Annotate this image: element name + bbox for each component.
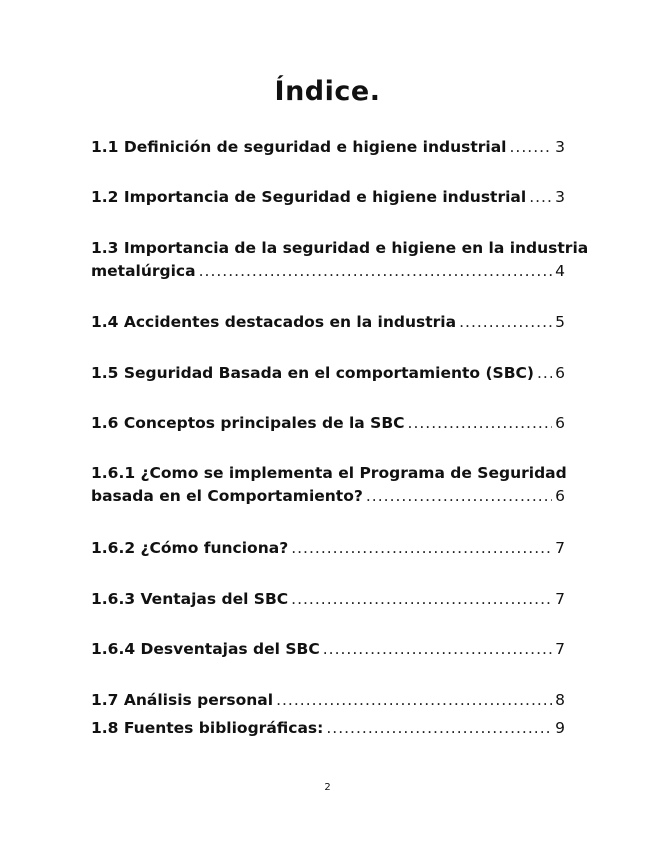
dot-leader [291,588,552,611]
toc-entry-label: 1.6.2 ¿Cómo funciona? [91,539,289,557]
dot-leader [366,485,552,508]
toc-entry-page: 7 [555,640,565,658]
toc-entry-page: 9 [555,719,565,737]
toc-entry-label-continued: metalúrgica [91,262,196,280]
toc-entry-label: 1.1 Definición de seguridad e higiene industrial [91,138,507,156]
toc-entry-page: 6 [555,487,565,505]
page-number: 2 [324,782,331,793]
dot-leader [510,136,553,159]
dot-leader [276,689,552,712]
toc-entry-label: 1.6.4 Desventajas del SBC [91,640,320,658]
toc-entry-label: 1.6.3 Ventajas del SBC [91,590,289,608]
toc-entry-page: 6 [555,414,565,432]
page-title: Índice. [274,76,381,107]
toc-entry-1-6-1[interactable] [91,462,565,508]
toc-entry-1-7[interactable] [91,689,565,712]
toc-entry-label: 1.2 Importancia de Seguridad e higiene industrial [91,188,527,206]
toc-entry-1-5[interactable] [91,362,565,385]
toc-entry-label: 1.3 Importancia de la seguridad e higiene en la industria [91,239,589,257]
toc-entry-1-6-3[interactable] [91,588,565,611]
toc-entry-label: 1.7 Análisis personal [91,691,274,709]
toc-entry-1-6[interactable] [91,412,565,435]
toc-entry-page: 8 [555,691,565,709]
toc-entry-1-8[interactable] [91,717,565,740]
toc-entry-1-4[interactable] [91,311,565,334]
dot-leader [529,186,552,209]
toc-entry-page: 3 [555,188,565,206]
toc-entry-page: 4 [555,262,565,280]
toc-entry-1-3[interactable] [91,237,589,283]
toc-entry-page: 7 [555,590,565,608]
dot-leader [323,638,552,661]
toc-entry-label: 1.5 Seguridad Basada en el comportamiento (SBC) [91,364,534,382]
toc-entry-1-6-2[interactable] [91,537,565,560]
dot-leader [408,412,553,435]
toc-entry-1-6-4[interactable] [91,638,565,661]
toc-entry-1-1[interactable] [91,136,565,159]
dot-leader [199,260,553,283]
toc-entry-label-continued: basada en el Comportamiento? [91,487,363,505]
toc-entry-1-2[interactable] [91,186,565,209]
dot-leader [326,717,552,740]
toc-entry-page: 7 [555,539,565,557]
toc-entry-label: 1.4 Accidentes destacados en la industria [91,313,457,331]
toc-entry-page: 6 [555,364,565,382]
dot-leader [291,537,552,560]
dot-leader [537,362,552,385]
toc-entry-label: 1.6.1 ¿Como se implementa el Programa de Seguridad [91,464,567,482]
dot-leader [459,311,552,334]
toc-entry-label: 1.6 Conceptos principales de la SBC [91,414,405,432]
toc-entry-page: 5 [555,313,565,331]
toc-entry-page: 3 [555,138,565,156]
toc-entry-label: 1.8 Fuentes bibliográficas: [91,719,324,737]
